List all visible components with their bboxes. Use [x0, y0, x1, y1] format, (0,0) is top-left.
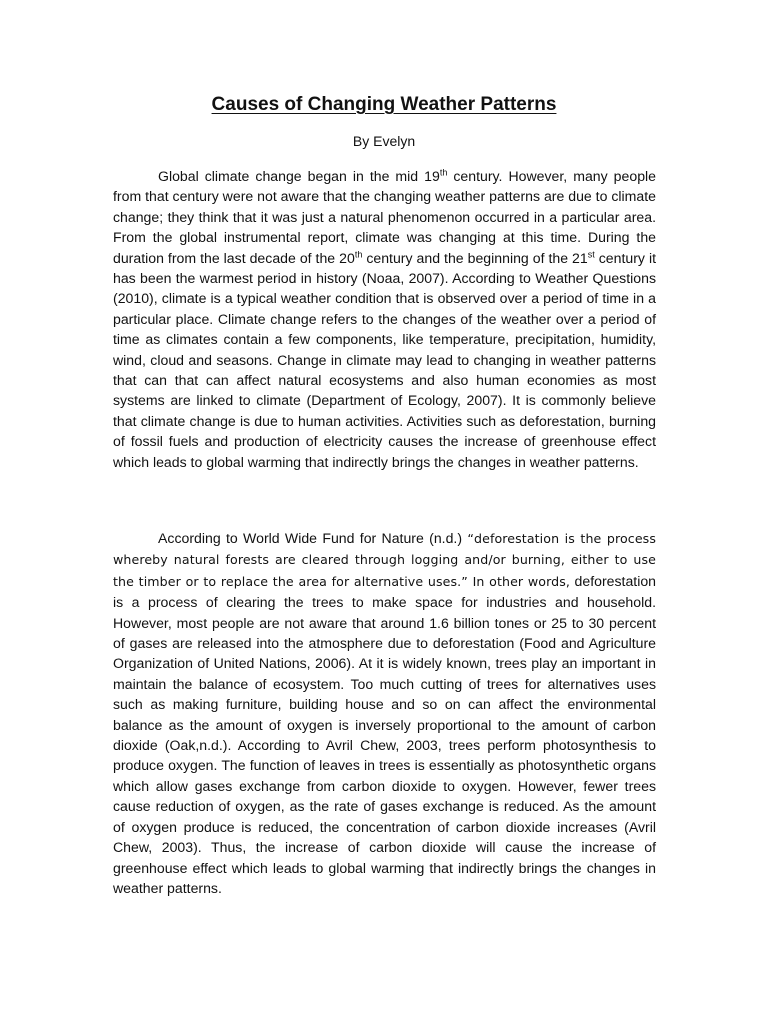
document-author: By Evelyn	[352, 133, 416, 149]
superscript-st: st	[587, 248, 595, 259]
deforestation-quote: “deforestation is the process whereby natural forests are cleared through logging and/or burning, either to use the timber or to replace the area for alternative uses.” In other words,	[113, 531, 656, 589]
superscript-th-1: th	[439, 167, 448, 178]
paragraph-1-text-a: Global climate change began in the mid 19	[158, 168, 440, 184]
paragraph-2-text-b: deforestation is a process of clearing the trees to make space for industries and household. However, most people are not aware that around 1.6 billion tones or 25 to 30 percent of gases are released into the atmosphere due to deforestation (Food and Agriculture Organization of United Nations, 2006). At it is widely known, trees play an important in maintain the balance of ecosystem. Too much cutting of trees for alternatives uses such as making furniture, building house and so on can affect the environmental balance as the amount of oxygen is inversely proportional to the amount of carbon dioxide (Oak,n.d.). According to Avril Chew, 2003, trees perform photosynthesis to produce oxygen. The function of leaves in trees is essentially as photosynthetic organs which allow gases exchange from carbon dioxide to oxygen. However, fewer trees cause reduction of oxygen, as the rate of gases exchange is reduced. As the amount of oxygen produce is reduced, the concentration of carbon dioxide increases (Avril Chew, 2003). Thus, the increase of carbon dioxide will cause the increase of greenhouse effect which leads to global warming that indirectly brings the changes in weather patterns.	[113, 572, 657, 896]
paragraph-1-text-b: century. However, many people from that century were not aware that the changing weather patterns are due to climate change; they think that it was just a natural phenomenon occurred in a particular area. From the global instrumental report, climate was changing at this time. During the duration from the last decade of the 20	[113, 168, 656, 266]
paragraph-1	[113, 166, 656, 472]
paragraph-1-text-c: century and the beginning of the 21	[362, 249, 588, 266]
paragraph-2-text-a: According to World Wide Fund for Nature (n.d.)	[158, 530, 468, 546]
superscript-th-2: th	[354, 248, 363, 259]
paragraph-1-text-d: century it has been the warmest period in history (Noaa, 2007). According to Weather Questions (2010), climate is a typical weather condition that is observed over a period of time in a particular place. Climate change refers to the changes of the weather over a period of time as climates contain a few components, like temperature, precipitation, humidity, wind, cloud and seasons. Change in climate may lead to changing in weather patterns that can that can affect natural ecosystems and also human economies as most systems are linked to climate (Department of Ecology, 2007). It is commonly believe that climate change is due to human activities. Activities such as deforestation, burning of fossil fuels and production of electricity causes the increase of greenhouse effect which leads to global warming that indirectly brings the changes in weather patterns.	[113, 249, 656, 470]
document-title: Causes of Changing Weather Patterns	[211, 94, 557, 115]
paragraph-2	[113, 528, 656, 898]
